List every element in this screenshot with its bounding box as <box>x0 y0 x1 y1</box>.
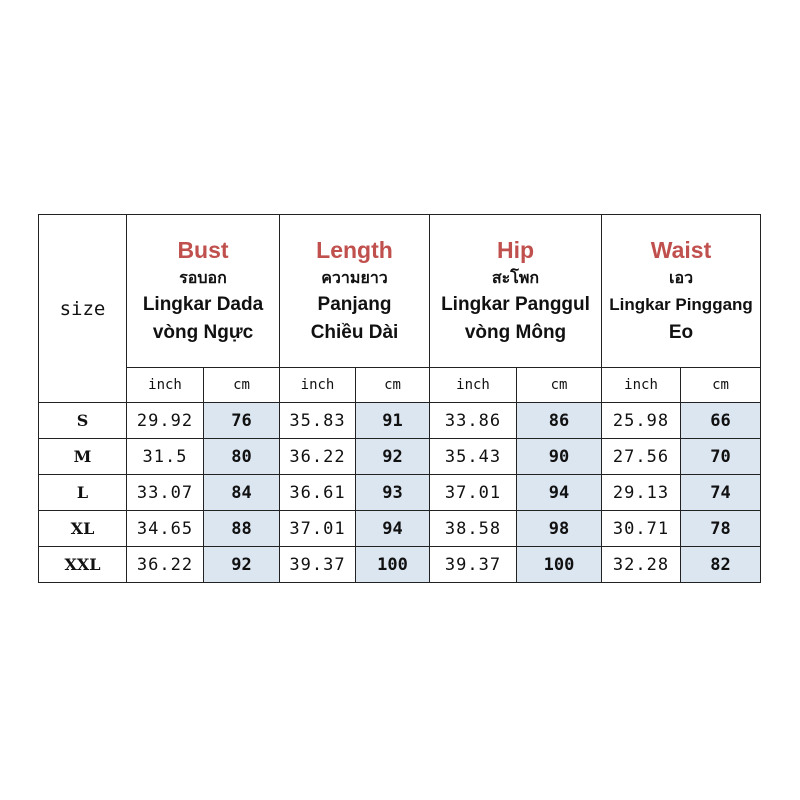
length-inch-cell: 37.01 <box>280 511 356 547</box>
table-row <box>39 403 761 439</box>
unit-cm: cm <box>356 368 430 403</box>
bust-header <box>127 215 280 368</box>
length-cm-cell: 91 <box>356 403 430 439</box>
bust-vietnamese: vòng Ngực <box>152 322 254 343</box>
unit-inch: inch <box>430 368 517 403</box>
size-cell: L <box>39 475 127 511</box>
waist-cm-cell: 66 <box>681 403 761 439</box>
bust-thai: รอบอก <box>179 268 227 287</box>
hip-malay: Lingkar Panggul <box>441 294 590 315</box>
bust-inch-cell: 29.92 <box>127 403 204 439</box>
waist-inch-cell: 27.56 <box>602 439 681 475</box>
waist-title: Waist <box>650 237 712 263</box>
waist-inch-cell: 30.71 <box>602 511 681 547</box>
waist-cm-cell: 70 <box>681 439 761 475</box>
waist-thai: เอว <box>668 268 694 287</box>
bust-inch-cell: 33.07 <box>127 475 204 511</box>
table-row <box>39 547 761 583</box>
length-inch-cell: 35.83 <box>280 403 356 439</box>
length-cm-cell: 92 <box>356 439 430 475</box>
hip-cm-cell: 86 <box>517 403 602 439</box>
length-cm-cell: 93 <box>356 475 430 511</box>
length-header <box>280 215 430 368</box>
hip-title: Hip <box>496 237 535 263</box>
hip-inch-cell: 35.43 <box>430 439 517 475</box>
size-cell: M <box>39 439 127 475</box>
length-malay: Panjang <box>317 294 392 315</box>
length-vietnamese: Chiều Dài <box>310 322 399 343</box>
hip-inch-cell: 33.86 <box>430 403 517 439</box>
size-cell: S <box>39 403 127 439</box>
size-column-header: size <box>39 215 127 403</box>
length-inch-cell: 36.61 <box>280 475 356 511</box>
waist-inch-cell: 25.98 <box>602 403 681 439</box>
hip-cm-cell: 90 <box>517 439 602 475</box>
waist-header <box>602 215 761 368</box>
unit-cm: cm <box>517 368 602 403</box>
bust-title: Bust <box>177 237 229 263</box>
size-chart-table <box>38 214 761 583</box>
unit-inch: inch <box>280 368 356 403</box>
length-cm-cell: 94 <box>356 511 430 547</box>
hip-cm-cell: 100 <box>517 547 602 583</box>
length-inch-cell: 36.22 <box>280 439 356 475</box>
bust-inch-cell: 36.22 <box>127 547 204 583</box>
bust-malay: Lingkar Dada <box>142 294 264 315</box>
size-cell: XL <box>39 511 127 547</box>
length-thai: ความยาว <box>321 268 388 287</box>
unit-inch: inch <box>127 368 204 403</box>
length-title: Length <box>316 237 393 263</box>
bust-cm-cell: 92 <box>204 547 280 583</box>
bust-cm-cell: 84 <box>204 475 280 511</box>
waist-cm-cell: 74 <box>681 475 761 511</box>
waist-cm-cell: 78 <box>681 511 761 547</box>
hip-vietnamese: vòng Mông <box>464 322 567 343</box>
table-row <box>39 511 761 547</box>
bust-cm-cell: 76 <box>204 403 280 439</box>
waist-inch-cell: 32.28 <box>602 547 681 583</box>
waist-vietnamese: Eo <box>668 322 694 343</box>
table-row <box>39 475 761 511</box>
bust-cm-cell: 88 <box>204 511 280 547</box>
size-cell: XXL <box>39 547 127 583</box>
hip-header <box>430 215 602 368</box>
bust-cm-cell: 80 <box>204 439 280 475</box>
waist-inch-cell: 29.13 <box>602 475 681 511</box>
hip-inch-cell: 38.58 <box>430 511 517 547</box>
length-cm-cell: 100 <box>356 547 430 583</box>
unit-cm: cm <box>681 368 761 403</box>
length-inch-cell: 39.37 <box>280 547 356 583</box>
waist-malay: Lingkar Pinggang <box>609 295 753 314</box>
header-row <box>39 215 761 368</box>
waist-cm-cell: 82 <box>681 547 761 583</box>
table-row <box>39 439 761 475</box>
bust-inch-cell: 31.5 <box>127 439 204 475</box>
hip-cm-cell: 94 <box>517 475 602 511</box>
unit-inch: inch <box>602 368 681 403</box>
bust-inch-cell: 34.65 <box>127 511 204 547</box>
hip-thai: สะโพก <box>491 268 540 287</box>
hip-inch-cell: 39.37 <box>430 547 517 583</box>
unit-row <box>39 368 761 403</box>
hip-cm-cell: 98 <box>517 511 602 547</box>
hip-inch-cell: 37.01 <box>430 475 517 511</box>
unit-cm: cm <box>204 368 280 403</box>
